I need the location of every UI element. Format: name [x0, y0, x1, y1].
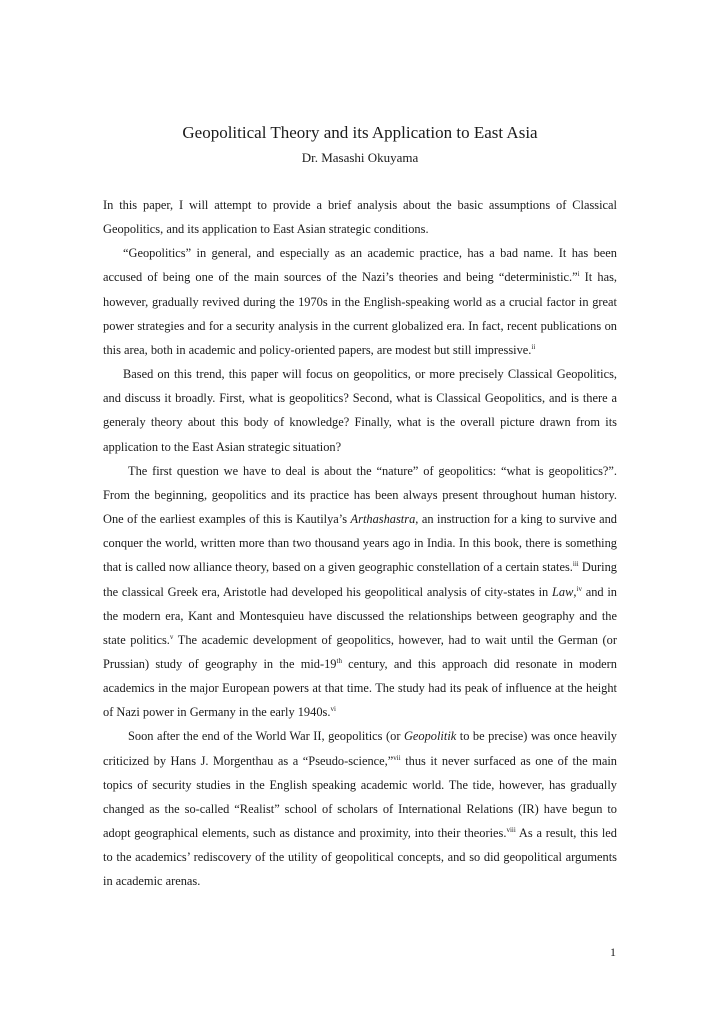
paragraph-geopolitics-reputation — [103, 241, 617, 362]
term-geopolitik: Geopolitik — [403, 729, 457, 744]
paragraph-text: to be precise) was once heavily criticized by Hans J. Morgenthau as a “Pseudo-science,” — [103, 729, 617, 768]
endnote-marker: v — [169, 632, 174, 641]
paragraph-text: century, and this approach did resonate in modern academics in the major European powers at that time. The study had its peak of influence at the height of Nazi power in Germany in the early 1940s. — [103, 656, 617, 720]
paragraph-nature — [103, 459, 617, 725]
book-title-arthashastra: Arthashastra — [350, 512, 416, 527]
paper-title: Geopolitical Theory and its Application to East Asia — [182, 123, 538, 142]
paragraph-text: , an instruction for a king to survive and conquer the world, written more than two thousand years ago in India. In this book, there is something that is called now alliance theory, based on a given geographic constellation of a certain states. — [103, 512, 617, 575]
endnote-marker: viii — [506, 826, 516, 835]
paragraph-text: , — [573, 584, 577, 599]
paragraph-text: Based on this trend, this paper will focus on geopolitics, or more precisely Classical Geopolitics, and discuss it broadly. First, what is geopolitics? Second, what is Classical Geopolitics, and is there a generaly theory about this body of knowledge? Finally, what is the overall picture drawn from its application to the East Asian strategic situation? — [103, 367, 617, 454]
paragraph-text: Soon after the end of the World War II, geopolitics (or — [128, 729, 404, 744]
endnote-marker: vii — [393, 753, 401, 762]
paragraph-text: “Geopolitics” in general, and especially as an academic practice, has a bad name. It has been accused of being one of the main sources of the Nazi’s theories and being “deterministic.” — [103, 246, 617, 285]
paragraph-text: and in the modern era, Kant and Montesquieu have discussed the relationships between geography and the state politics. — [103, 584, 617, 647]
page-number: 1 — [610, 945, 616, 959]
paragraph-text: During the classical Greek era, Aristotle had developed his geopolitical analysis of city-states in — [103, 560, 617, 599]
endnote-marker: i — [577, 270, 580, 279]
endnote-marker: ii — [531, 342, 536, 351]
paragraph-text: In this paper, I will attempt to provide a brief analysis about the basic assumptions of Classical Geopolitics, and its application to East Asian strategic conditions. — [103, 198, 617, 237]
paragraph-text: The academic development of geopolitics, however, had to wait until the German (or Prussian) study of geography in the mid-19 — [103, 632, 617, 671]
ordinal-suffix: th — [336, 656, 342, 665]
paragraph-text: thus it never surfaced as one of the main topics of security studies in the English speaking academic world. The tide, however, has gradually changed as the so-called “Realist” school of scholars of International Relations (IR) have begun to adopt geographical elements, such as distance and proximity, into their theories. — [103, 753, 617, 841]
paragraph-text: As a result, this led to the academics’ rediscovery of the utility of geopolitical concepts, and so did geopolitical arguments in academic arenas. — [103, 826, 617, 889]
paragraph-text: The first question we have to deal is about the “nature” of geopolitics: “what is geopolitics?”. From the beginning, geopolitics and its practice has been always present throughout human history. One of the earliest examples of this is Kautilya’s — [103, 463, 617, 527]
author-line: Dr. Masashi Okuyama — [301, 150, 419, 165]
endnote-marker: iii — [572, 560, 579, 569]
paragraph-intro — [103, 193, 617, 241]
endnote-marker: iv — [576, 584, 582, 593]
paragraph-postwar — [103, 724, 617, 893]
paragraph-scope — [103, 362, 617, 459]
book-title-law: Law — [552, 584, 574, 599]
endnote-marker: vi — [330, 705, 336, 714]
paragraph-text: It has, however, gradually revived during the 1970s in the English-speaking world as a crucial factor in great power strategies and for a security analysis in the current globalized era. In fact, recent publications on this area, both in academic and policy-oriented papers, are modest but still impressive. — [103, 270, 617, 357]
body-text — [103, 193, 617, 894]
